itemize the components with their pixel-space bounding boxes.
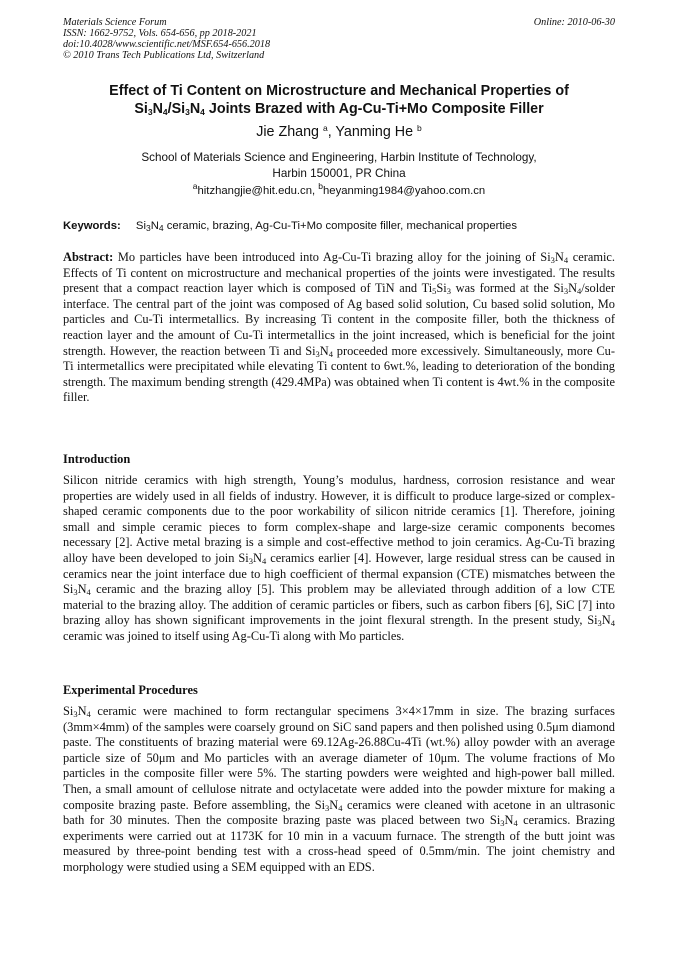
online-date: Online: 2010-06-30 [533,17,615,28]
author-list: Jie Zhang $^a$, Yanming He $^b$ [256,123,422,140]
author-emails [0,181,678,197]
keywords [63,220,623,232]
author-affil-mark: a [323,123,328,133]
abstract-text: Mo particles have been introduced into Ag-Cu-Ti brazing alloy for the joining of $Si_3N_4$ ceramic. Effects of Ti content on microstructure and mechanical properties of the joints were investigated. The results present that a compact reaction layer which is composed of TiN and $Ti_5Si_3$ was formed at the $Si_3N_4$/solder interface. The central part of the joint was composed of Ag based solid solution, Cu based solid solution, Mo particles and Cu-Ti intermetallics. By increasing Ti content in the composite filler, both the thickness of reaction layer and the amount of Cu-Ti intermetallics in the joint increased, which is beneficial for the joint strength. However, the reaction between Ti and $Si_3N_4$ proceeded more excessively. Simultaneously, more Cu-Ti intermetallics were precipitated while elevating Ti content to 6wt.%, leading to deterioration of the bonding strength. The maximum bending strength (429.4MPa) was obtained when Ti content is 4wt.% in the composite filler. [63,250,615,405]
email-mark: b [318,181,323,191]
paper-title [40,82,638,118]
abstract-label: Abstract: [63,250,114,264]
copyright-line: © 2010 Trans Tech Publications Ltd, Switzerland [63,50,265,61]
affiliation [60,150,618,182]
journal-header [63,17,270,61]
author-name: Yanming He [335,124,414,140]
email-link[interactable]: hitzhangjie@hit.edu.cn, [197,185,316,197]
keywords-label: Keywords: [63,220,121,232]
introduction-text: Silicon nitride ceramics with high strength, Young’s modulus, hardness, corrosion resistance and wear properties are widely used in all fields of industry. However, it is difficult to produce large-sized or complex-shaped ceramic components due to the poor workability of silicon nitride ceramics [1]. Therefore, joining small and simple ceramic pieces to form complex-shape and large-size ceramic components becomes necessary [2]. Active metal brazing is a simple and cost-effective method to join ceramics. Ag-Cu-Ti brazing alloy have been developed to join $Si_3N_4$ ceramics earlier [4]. However, large residual stress can be caused in ceramics near the joint interface due to high coefficient of thermal expansion (CTE) mismatches between the $Si_3N_4$ ceramic and the brazing alloy [5]. This problem may be alleviated through addition of a low CTE material to the brazing alloy. The addition of ceramic particles or fibers, such as carbon fibers [6], SiC [7] into brazing alloy has shown significant improvements in the joint flexural strength. In the present study, $Si_3N_4$ ceramic was joined to itself using Ag-Cu-Ti along with Mo particles. [63,473,615,643]
keywords-text: $Si_3N_4$ ceramic, brazing, Ag-Cu-Ti+Mo composite filler, mechanical properties [135,220,517,233]
affiliation-line-1: School of Materials Science and Engineering, Harbin Institute of Technology, [141,151,537,164]
journal-name: Materials Science Forum [63,17,167,28]
section-heading-experimental: Experimental Procedures [63,683,198,697]
doi-line: doi:10.4028/www.scientific.net/MSF.654-656.2018 [63,39,271,50]
email-mark: a [192,181,198,191]
title-line-1: Effect of Ti Content on Microstructure and Mechanical Properties of [109,83,569,99]
email-link[interactable]: heyanming1984@yahoo.com.cn [323,185,486,197]
abstract [63,250,615,406]
author-affil-mark: b [417,123,422,133]
issn-line: ISSN: 1662-9752, Vols. 654-656, pp 2018-2021 [63,28,257,39]
experimental-text: $Si_3N_4$ ceramic were machined to form rectangular specimens 3×4×17mm in size. The brazing surfaces (3mm×4mm) of the samples were coarsely ground on SiC sand papers and then polished using 0.5μm diamond paste. The constituents of brazing material were 69.12Ag-26.88Cu-4Ti (wt.%) alloy powder with an average particle size of 50μm and Mo particles with an average diameter of 10μm. The volume fractions of Mo particles in the composite filler were 5%. The starting powders were weighted and high-power ball milled. Then, a small amount of cellulose nitrate and octylacetate were added into the powder mixture for making a composite brazing paste. Before assembling, the $Si_3N_4$ ceramics were cleaned with acetone in an ultrasonic bath for 30 minutes. Then the composite brazing paste was placed between two $Si_3N_4$ ceramics. Brazing experiments were carried out at 1173K for 10 min in a vacuum furnace. The strength of the butt joint was measured by three-point bending test with a cross-head speed of 0.5mm/min. The joint chemistry and morphology were studied using a SEM equipped with an EDS. [63,704,615,874]
section-heading-introduction: Introduction [63,452,131,466]
affiliation-line-2: Harbin 150001, PR China [272,167,406,180]
title-line-2: $Si_3N_4/Si_3N_4$ Joints Brazed with Ag-Cu-Ti+Mo Composite Filler [134,101,544,117]
author-name: Jie Zhang [256,124,320,140]
